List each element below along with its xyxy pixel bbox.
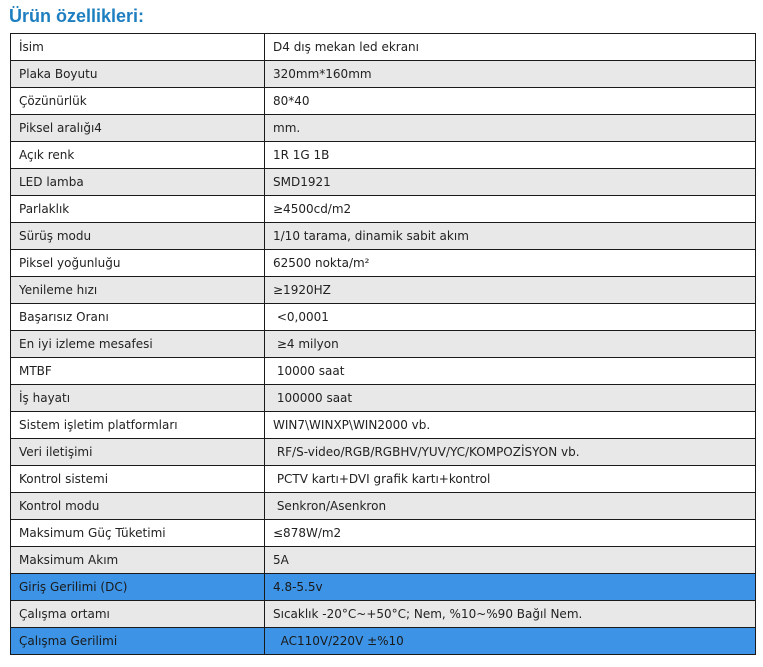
- spec-value: <0,0001: [265, 304, 756, 331]
- table-row: [11, 250, 756, 277]
- table-row: [11, 304, 756, 331]
- spec-key: Maksimum Güç Tüketimi: [11, 520, 265, 547]
- spec-key: Giriş Gerilimi (DC): [11, 574, 265, 601]
- spec-key: LED lamba: [11, 169, 265, 196]
- spec-key: Piksel aralığı4: [11, 115, 265, 142]
- spec-key: Veri iletişimi: [11, 439, 265, 466]
- table-row: [11, 169, 756, 196]
- spec-value: ≤878W/m2: [265, 520, 756, 547]
- spec-key: Başarısız Oranı: [11, 304, 265, 331]
- spec-value: 320mm*160mm: [265, 61, 756, 88]
- table-row: [11, 628, 756, 655]
- table-row: [11, 277, 756, 304]
- spec-value: WIN7\WINXP\WIN2000 vb.: [265, 412, 756, 439]
- spec-value: mm.: [265, 115, 756, 142]
- spec-value: 1/10 tarama, dinamik sabit akım: [265, 223, 756, 250]
- spec-key: İş hayatı: [11, 385, 265, 412]
- section-title: Ürün özellikleri:: [9, 6, 145, 26]
- table-row: [11, 520, 756, 547]
- spec-value: AC110V/220V ±%10: [265, 628, 756, 655]
- spec-value: 62500 nokta/m²: [265, 250, 756, 277]
- spec-key: MTBF: [11, 358, 265, 385]
- spec-key: Plaka Boyutu: [11, 61, 265, 88]
- spec-key: Maksimum Akım: [11, 547, 265, 574]
- table-row: [11, 331, 756, 358]
- spec-value: D4 dış mekan led ekranı: [265, 34, 756, 61]
- spec-value: Senkron/Asenkron: [265, 493, 756, 520]
- spec-key: En iyi izleme mesafesi: [11, 331, 265, 358]
- table-row: [11, 466, 756, 493]
- table-row: [11, 88, 756, 115]
- spec-key: Çözünürlük: [11, 88, 265, 115]
- table-row: [11, 412, 756, 439]
- table-row: [11, 574, 756, 601]
- spec-value: ≥4500cd/m2: [265, 196, 756, 223]
- table-row: [11, 142, 756, 169]
- spec-value: 1R 1G 1B: [265, 142, 756, 169]
- table-row: [11, 61, 756, 88]
- table-row: [11, 358, 756, 385]
- table-row: [11, 34, 756, 61]
- spec-table-body: [11, 34, 756, 655]
- spec-key: Parlaklık: [11, 196, 265, 223]
- spec-key: Kontrol modu: [11, 493, 265, 520]
- table-row: [11, 547, 756, 574]
- spec-key: Yenileme hızı: [11, 277, 265, 304]
- table-row: [11, 223, 756, 250]
- spec-value: 4.8-5.5v: [265, 574, 756, 601]
- spec-value: RF/S-video/RGB/RGBHV/YUV/YC/KOMPOZİSYON vb.: [265, 439, 756, 466]
- spec-key: Kontrol sistemi: [11, 466, 265, 493]
- spec-key: Sistem işletim platformları: [11, 412, 265, 439]
- spec-key: Sürüş modu: [11, 223, 265, 250]
- spec-value: PCTV kartı+DVI grafik kartı+kontrol: [265, 466, 756, 493]
- spec-value: 5A: [265, 547, 756, 574]
- table-row: [11, 115, 756, 142]
- table-row: [11, 439, 756, 466]
- spec-key: İsim: [11, 34, 265, 61]
- spec-value: 100000 saat: [265, 385, 756, 412]
- spec-value: ≥1920HZ: [265, 277, 756, 304]
- table-row: [11, 385, 756, 412]
- spec-value: SMD1921: [265, 169, 756, 196]
- spec-key: Çalışma ortamı: [11, 601, 265, 628]
- table-row: [11, 493, 756, 520]
- spec-value: 80*40: [265, 88, 756, 115]
- table-row: [11, 196, 756, 223]
- spec-key: Piksel yoğunluğu: [11, 250, 265, 277]
- spec-value: 10000 saat: [265, 358, 756, 385]
- table-row: [11, 601, 756, 628]
- spec-value: Sıcaklık -20°C~+50°C; Nem, %10~%90 Bağıl Nem.: [265, 601, 756, 628]
- spec-key: Çalışma Gerilimi: [11, 628, 265, 655]
- spec-table: [10, 33, 756, 655]
- spec-key: Açık renk: [11, 142, 265, 169]
- spec-value: ≥4 milyon: [265, 331, 756, 358]
